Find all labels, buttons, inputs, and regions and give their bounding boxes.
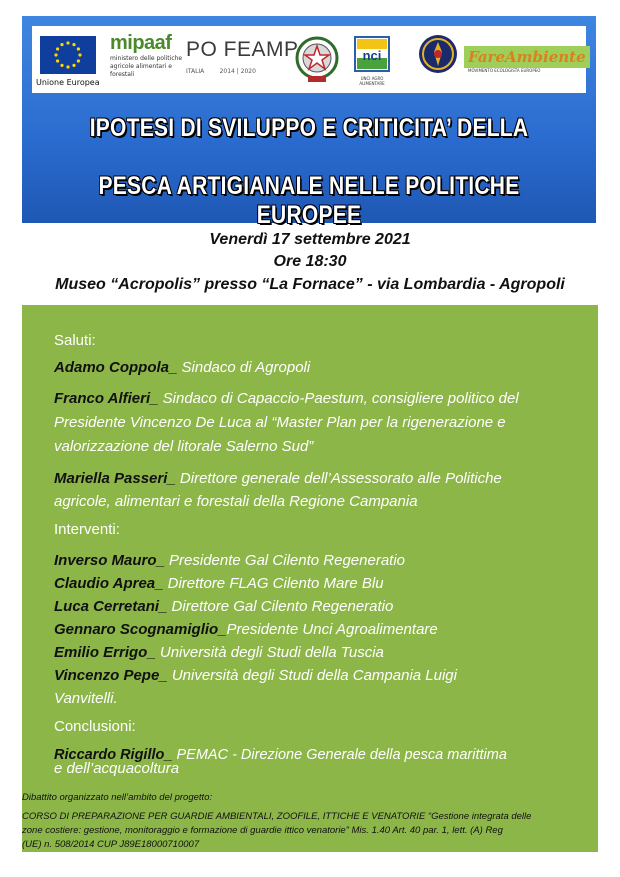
saluti-label: Saluti: (54, 332, 96, 349)
list-item (54, 550, 405, 572)
mipaaf-subtitle: ministero delle politiche agricole alimentari e forestali (110, 55, 183, 78)
list-item (54, 665, 457, 687)
speaker-role: Presidente Gal Cilento Regeneratio (164, 552, 406, 569)
speaker-name: Gennaro Scognamiglio_ (54, 621, 227, 638)
po-feamp-logo (186, 38, 299, 75)
eu-flag-icon (40, 36, 96, 74)
speaker-name: Franco Alfieri_ (54, 390, 159, 407)
speaker-role: Direttore FLAG Cilento Mare Blu (163, 575, 384, 592)
speaker-role: agricole, alimentari e forestali della Regione Campania (54, 493, 418, 510)
list-item (54, 388, 519, 410)
speaker-role: valorizzazione del litorale Salerno Sud” (54, 438, 314, 455)
conclusioni-label: Conclusioni: (54, 718, 136, 735)
speaker-role: e dell’acquacoltura (54, 760, 180, 777)
speaker-name: Emilio Errigo_ (54, 644, 156, 661)
conclusioni-heading (54, 716, 136, 738)
list-item (54, 357, 310, 379)
unci-logo (354, 36, 390, 86)
mipaaf-wordmark: mipaaf (110, 32, 172, 54)
fareambiente-wordmark: FareAmbiente (464, 46, 590, 68)
list-item (54, 619, 438, 641)
list-item (54, 642, 384, 664)
list-item (54, 688, 118, 710)
speaker-role: Presidente Vincenzo De Luca al “Master Plan per la rigenerazione e (54, 414, 506, 431)
speaker-role: Università degli Studi della Tuscia (155, 644, 384, 661)
speaker-name: Vincenzo Pepe_ (54, 667, 168, 684)
speaker-name: Inverso Mauro_ (54, 552, 165, 569)
guardie-badge-icon (418, 34, 458, 74)
speaker-name: Adamo Coppola_ (54, 359, 178, 376)
footer-line-2: CORSO DI PREPARAZIONE PER GUARDIE AMBIENTALI, ZOOFILE, ITTICHE E VENATORIE “Gestione integrata delle (22, 811, 532, 822)
list-item (54, 436, 313, 458)
list-item (54, 758, 179, 780)
footer-line-4: (UE) n. 508/2014 CUP J89E18000710007 (22, 839, 200, 850)
speaker-name: Mariella Passeri_ (54, 470, 176, 487)
speaker-role: Vanvitelli. (54, 690, 118, 707)
speaker-role: Direttore Gal Cilento Regeneratio (167, 598, 394, 615)
fareambiente-subtitle: MOVIMENTO ECOLOGISTA EUROPEO (468, 68, 541, 73)
speaker-name: Riccardo Rigillo_ (54, 747, 173, 763)
header-banner (22, 16, 596, 229)
footer-line-1: Dibattito organizzato nell’ambito del progetto: (22, 792, 213, 803)
speaker-role: Università degli Studi della Campania Luigi (167, 667, 457, 684)
saluti-heading (54, 330, 96, 352)
mipaaf-logo (110, 32, 190, 79)
title-line-2: PESCA ARTIGIANALE NELLE POLITICHE EUROPEE (98, 172, 520, 229)
speaker-role: Sindaco di Capaccio-Paestum, consigliere politico del (158, 390, 519, 407)
unci-subtitle: UNCI AGRO ALIMENTARE (359, 76, 385, 86)
po-feamp-italia: ITALIA (186, 68, 205, 75)
po-feamp-subtitle (186, 68, 299, 75)
italian-republic-emblem-icon (294, 32, 340, 84)
list-item (54, 573, 384, 595)
speaker-role: Presidente Unci Agroalimentare (226, 621, 438, 638)
list-item (54, 468, 502, 490)
speaker-role: Sindaco di Agropoli (177, 359, 311, 376)
eu-caption: Unione Europea (36, 78, 100, 87)
po-feamp-years: 2014 | 2020 (219, 68, 256, 75)
title-line-1: IPOTESI DI SVILUPPO E CRITICITA’ DELLA (89, 114, 529, 142)
event-time: Ore 18:30 (273, 253, 347, 270)
list-item (54, 596, 393, 618)
speaker-role: Direttore generale dell’Assessorato alle Politiche (175, 470, 502, 487)
interventi-label: Interventi: (54, 521, 120, 538)
event-date: Venerdì 17 settembre 2021 (209, 231, 411, 248)
list-item (54, 491, 418, 513)
speaker-name: Luca Cerretani_ (54, 598, 168, 615)
event-place: Museo “Acropolis” presso “La Fornace” - via Lombardia - Agropoli (55, 276, 565, 293)
fareambiente-logo (464, 46, 590, 73)
speaker-role: PEMAC - Direzione Generale della pesca marittima (172, 747, 507, 763)
footer-line-3: zone costiere: gestione, monitoraggio e formazione di guardie ittico venatorie” Mis. 1.40 Art. 40 par. 1, lett. (A) Reg (22, 825, 503, 836)
interventi-heading (54, 519, 120, 541)
list-item (54, 412, 506, 434)
speaker-name: Claudio Aprea_ (54, 575, 164, 592)
logo-strip (32, 26, 586, 93)
po-feamp-wordmark: PO FEAMP (186, 38, 299, 61)
unci-wordmark: nci (362, 48, 382, 63)
